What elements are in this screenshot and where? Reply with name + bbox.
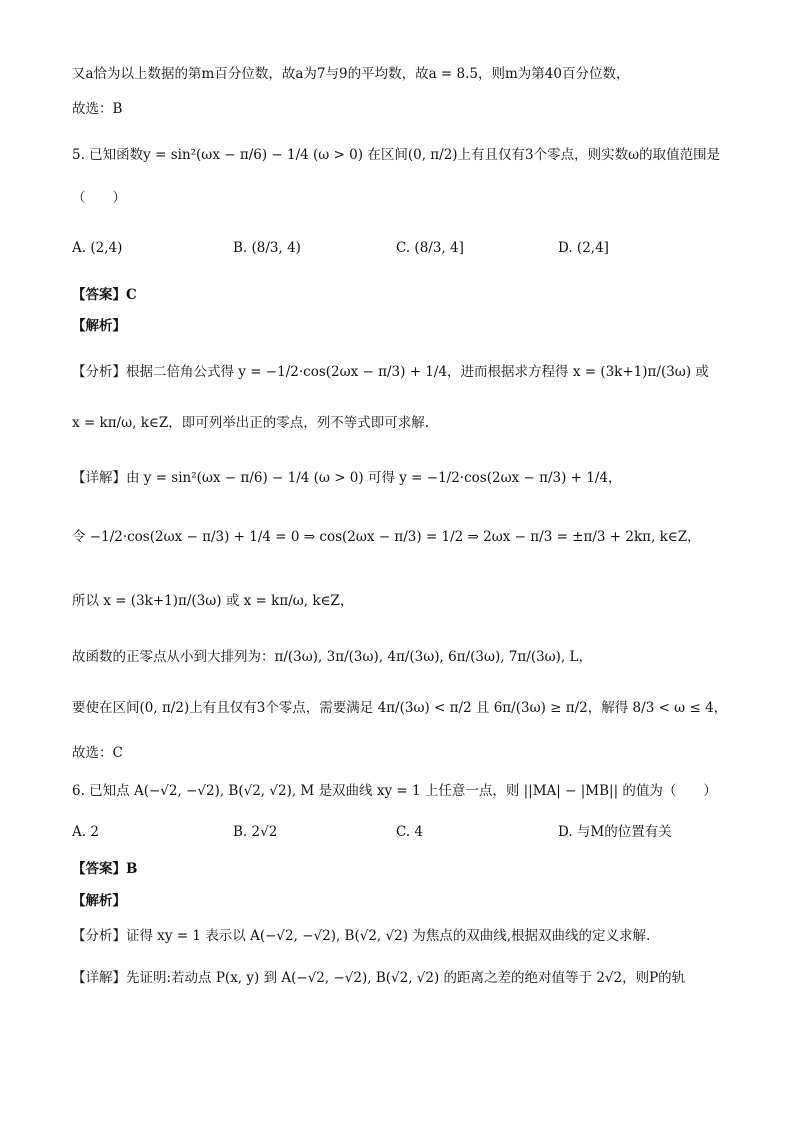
q5-option-a: A. (2,4) xyxy=(72,240,123,256)
q6-option-b: B. 2√2 xyxy=(233,824,278,840)
q5-analysis-text-cont: x = kπ/ω, k∈Z，即可列举出正的零点，列不等式即可求解. xyxy=(72,415,430,431)
q5-detail-line-1: 【详解】由 y = sin²(ωx − π/6) − 1/4 (ω > 0) 可得 y = −1/2·cos(2ωx − π/3) + 1/4， xyxy=(72,470,622,486)
q5-option-d: D. (2,4] xyxy=(558,240,609,256)
q5-analysis-text: 【分析】根据二倍角公式得 y = −1/2·cos(2ωx − π/3) + 1/4，进而根据求方程得 x = (3k+1)π/(3ω) 或 xyxy=(72,364,709,380)
text-line-percentile: 又a恰为以上数据的第m百分位数，故a为7与9的平均数，故a = 8.5，则m为第40百分位数， xyxy=(72,66,630,82)
q6-detail-line-1: 【详解】先证明:若动点 P(x, y) 到 A(−√2, −√2), B(√2, √2) 的距离之差的绝对值等于 2√2，则P的轨 xyxy=(72,970,686,986)
q5-detail-line-5: 要使在区间(0, π/2)上有且仅有3个零点，需要满足 4π/(3ω) < π/2 且 6π/(3ω) ≥ π/2，解得 8/3 < ω ≤ 4， xyxy=(72,700,728,716)
q5-choice-line: 故选：C xyxy=(72,745,123,761)
q5-analysis-label: 【解析】 xyxy=(72,318,126,334)
question-6-stem: 6. 已知点 A(−√2, −√2), B(√2, √2), M 是双曲线 xy = 1 上任意一点，则 ||MA| − |MB|| 的值为（ ） xyxy=(72,783,717,799)
q6-option-a: A. 2 xyxy=(72,824,99,840)
q6-analysis-label: 【解析】 xyxy=(72,893,126,909)
choice-answer-line: 故选：B xyxy=(72,101,123,117)
q5-detail-line-2: 令 −1/2·cos(2ωx − π/3) + 1/4 = 0 ⇒ cos(2ωx − π/3) = 1/2 ⇒ 2ωx − π/3 = ±π/3 + 2kπ, k∈Z， xyxy=(72,529,701,545)
q5-detail-line-4: 故函数的正零点从小到大排列为：π/(3ω), 3π/(3ω), 4π/(3ω), 6π/(3ω), 7π/(3ω), L， xyxy=(72,649,592,665)
q5-option-b: B. (8/3, 4) xyxy=(233,240,301,256)
q5-option-c: C. (8/3, 4] xyxy=(396,240,464,256)
q6-answer-label: 【答案】B xyxy=(72,861,138,877)
question-5-stem: 5. 已知函数y = sin²(ωx − π/6) − 1/4 (ω > 0) 在区间(0, π/2)上有且仅有3个零点，则实数ω的取值范围是 xyxy=(72,147,721,163)
question-5-blank: （ ） xyxy=(72,190,126,206)
q5-detail-line-3: 所以 x = (3k+1)π/(3ω) 或 x = kπ/ω, k∈Z， xyxy=(72,593,354,609)
q5-answer-label: 【答案】C xyxy=(72,287,137,303)
q6-option-c: C. 4 xyxy=(396,824,424,840)
q6-analysis-text: 【分析】证得 xy = 1 表示以 A(−√2, −√2), B(√2, √2) 为焦点的双曲线,根据双曲线的定义求解. xyxy=(72,928,651,944)
q6-option-d: D. 与M的位置有关 xyxy=(558,824,672,840)
